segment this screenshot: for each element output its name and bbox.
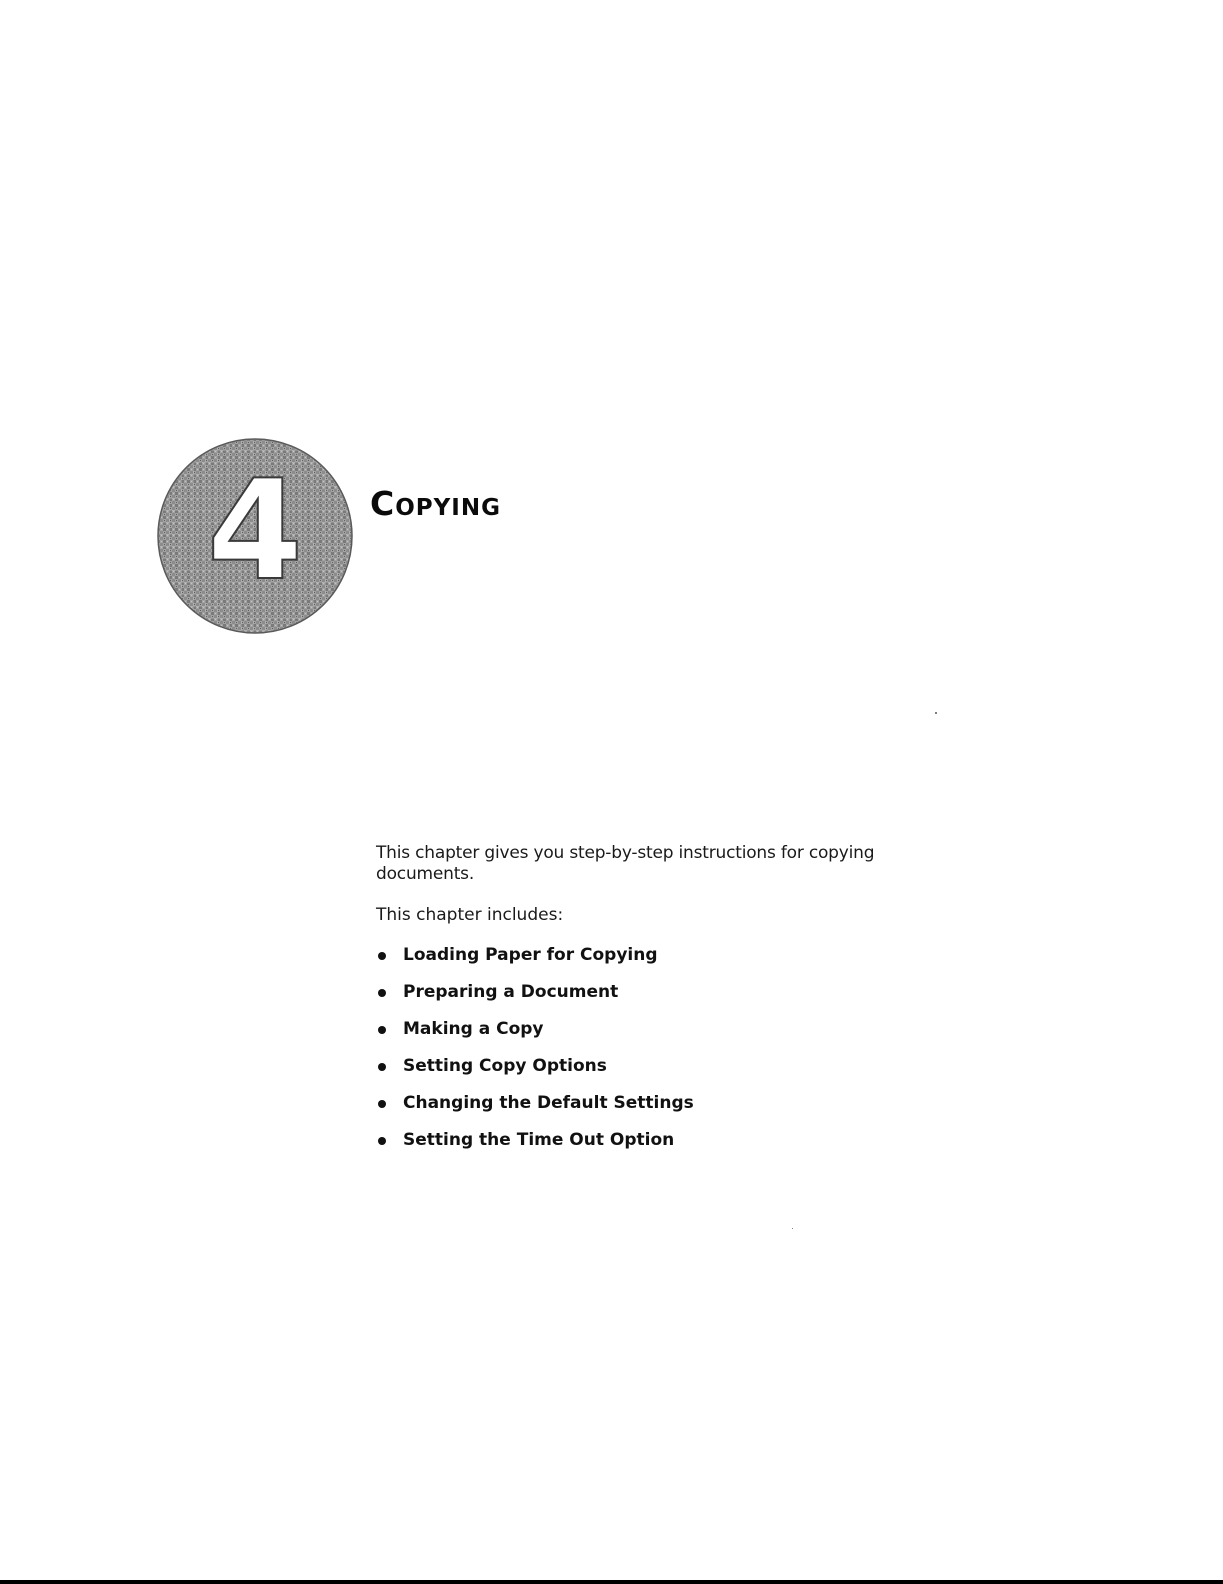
topic-item (376, 945, 936, 982)
bullet-icon (378, 952, 386, 960)
scan-speck (792, 1228, 793, 1229)
chapter-title: Copying (370, 484, 501, 523)
chapter-number: 4 (206, 450, 304, 611)
page-bottom-rule (0, 1580, 1223, 1584)
topic-label: Changing the Default Settings (403, 1093, 694, 1113)
topic-label: Setting Copy Options (403, 1056, 607, 1076)
scan-speck (935, 712, 937, 714)
topic-label: Setting the Time Out Option (403, 1130, 675, 1150)
bullet-icon (378, 1100, 386, 1108)
includes-label: This chapter includes: (376, 905, 564, 925)
topic-label: Loading Paper for Copying (403, 945, 658, 965)
bullet-icon (378, 989, 386, 997)
topic-item (376, 1093, 936, 1130)
chapter-topic-list (376, 945, 936, 1167)
topic-item (376, 1056, 936, 1093)
topic-label: Making a Copy (403, 1019, 544, 1039)
topic-label: Preparing a Document (403, 982, 619, 1002)
chapter-intro-section (376, 843, 936, 1167)
topic-item (376, 1019, 936, 1056)
bullet-icon (378, 1026, 386, 1034)
chapter-badge-graphic (157, 438, 353, 634)
intro-paragraph: This chapter gives you step-by-step instructions for copying documents. (376, 843, 875, 884)
chapter-number-badge (157, 438, 353, 634)
bullet-icon (378, 1137, 386, 1145)
bullet-icon (378, 1063, 386, 1071)
topic-item (376, 1130, 936, 1167)
topic-item (376, 982, 936, 1019)
